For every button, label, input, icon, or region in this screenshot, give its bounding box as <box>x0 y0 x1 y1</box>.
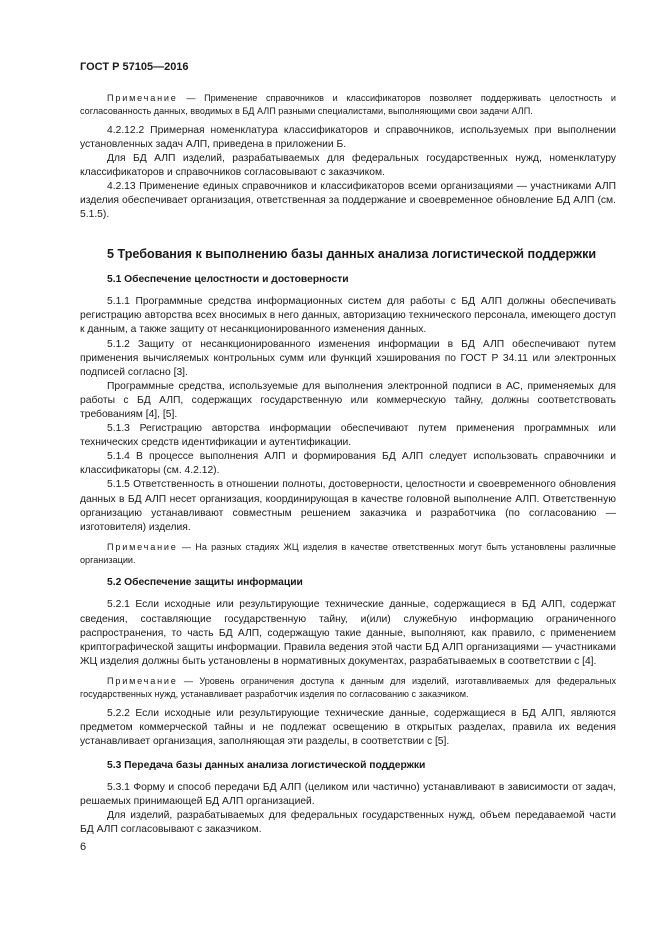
paragraph-5-2-1: 5.2.1 Если исходные или результирующие технические данные, содержащиеся в БД АЛП, содержат сведения, составляющие государственную тайну, и(или) служебную информацию ограниченного распространения, то часть БД АЛП, содержащую такие данные, выполняют, как правило, с применением криптографической защиты информации. Правила ведения этой части БД АЛП организациями — участниками ЖЦ изделия должны быть установлены в нормативных документах, разрабатываемых в соответствии с [4]. <box>80 599 616 667</box>
paragraph-4-2-12-2: 4.2.12.2 Примерная номенклатура классификаторов и справочников, используемых при выполнении установленных задач АЛП, приведена в приложении Б. <box>80 124 616 150</box>
paragraph-4-2-13: 4.2.13 Применение единых справочников и классификаторов всеми организациями — участниками АЛП изделия обеспечивает организация, ответственная за поддержание и своевременное обновление БД АЛП (см. 5.1.5). <box>80 180 616 221</box>
note-label: Примечание <box>107 93 178 103</box>
paragraph-5-2-2: 5.2.2 Если исходные или результирующие технические данные, содержащиеся в БД АЛП, являются предметом коммерческой тайны и не подлежат освещению в открытых разделах, правила их ведения устанавливает организация, заполняющая эти разделы, в соответствии с [5]. <box>80 707 616 747</box>
paragraph-federal-classifiers: Для БД АЛП изделий, разрабатываемых для федеральных государственных нужд, номенклатуру классификаторов и справочников согласовывают с заказчиком. <box>80 152 616 178</box>
note-text: — На разных стадиях ЖЦ изделия в качестве ответственных могут быть установлены различные организации. <box>80 541 616 565</box>
paragraph-5-1-5: 5.1.5 Ответственность в отношении полноты, достоверности, целостности и своевременного обновления данных в БД АЛП несет организация, координирующая в качестве головной выполнение АЛП. Ответственную организацию устанавливают совместным решением заказчика и разработчика (по согласованию — изготовителя) изделия. <box>80 479 616 533</box>
paragraph-5-1-3: 5.1.3 Регистрацию авторства информации обеспечивают путем применения программных или технических средств идентификации и аутентификации. <box>80 423 616 449</box>
note-paragraph <box>80 541 616 567</box>
note-paragraph <box>80 92 616 118</box>
subsection-5-3-title: 5.3 Передача базы данных анализа логистической поддержки <box>107 759 426 771</box>
paragraph-5-1-2: 5.1.2 Защиту от несанкционированного изменения информации в БД АЛП обеспечивают путем применения вычисляемых контрольных сумм или функций хэширования по ГОСТ Р 34.11 или электронных подписей согласно [3]. <box>80 338 616 378</box>
page-number: 6 <box>80 841 87 853</box>
note-label: Примечание <box>107 541 178 552</box>
subsection-5-1-title: 5.1 Обеспечение целостности и достоверности <box>107 274 349 286</box>
note-text: — Уровень ограничения доступа к данным для изделий, изготавливаемых для федеральных государственных нужд, устанавливает разработчик изделия по согласованию с заказчиком. <box>80 675 616 699</box>
paragraph-5-1-1: 5.1.1 Программные средства информационных систем для работы с БД АЛП должны обеспечивать регистрацию авторства всех вносимых в него данных, авторизацию технического персонала, имеющего доступ к данным, а также защиту от несанкционированного изменения данных. <box>80 296 616 336</box>
note-paragraph <box>80 675 616 701</box>
paragraph-5-1-4: 5.1.4 В процессе выполнения АЛП и формирования БД АЛП следует использовать справочники и классификаторы (см. 4.2.12). <box>80 451 616 477</box>
note-label: Примечание <box>107 675 178 686</box>
subsection-5-2-title: 5.2 Обеспечение защиты информации <box>107 577 303 589</box>
paragraph-5-3-1: 5.3.1 Форму и способ передачи БД АЛП (целиком или частично) устанавливают в зависимости от задач, решаемых принимающей БД АЛП организацией. <box>80 781 616 807</box>
document-body <box>80 92 616 837</box>
note-text: — Применение справочников и классификаторов позволяет поддерживать целостность и согласованность данных, вводимых в БД АЛП разными специалистами, выполняющими свои задачи АЛП. <box>80 93 616 116</box>
section-5-title: 5 Требования к выполнению базы данных анализа логистической поддержки <box>107 247 597 262</box>
document-header: ГОСТ Р 57105—2016 <box>80 61 189 73</box>
paragraph-software-signature: Программные средства, используемые для выполнения электронной подписи в АС, применяемых для работы с БД АЛП, содержащих государственную или коммерческую тайну, должны соответствовать требованиям [4], [5]. <box>80 380 616 420</box>
paragraph-federal-transfer: Для изделий, разрабатываемых для федеральных государственных нужд, объем передаваемой части БД АЛП согласовывают с заказчиком. <box>80 809 616 836</box>
